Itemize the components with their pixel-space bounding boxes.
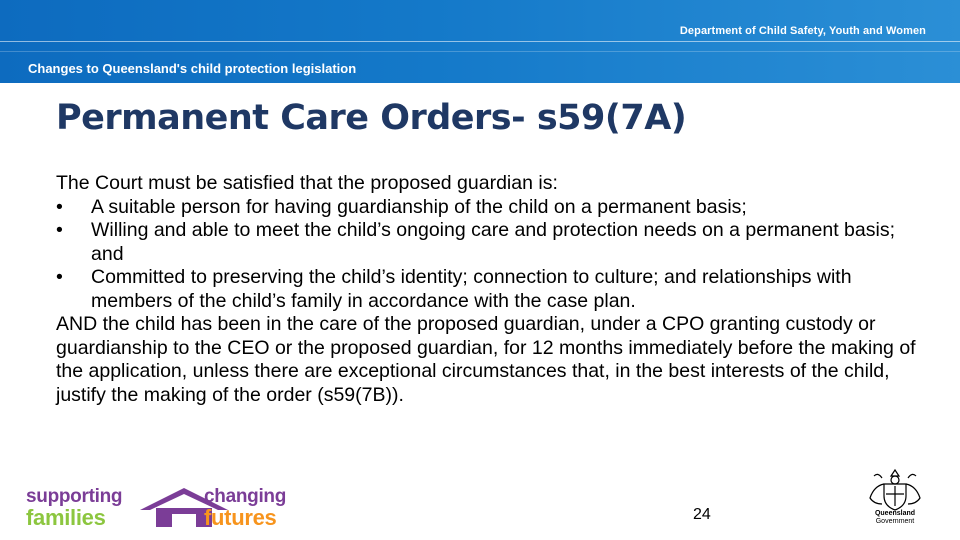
logo-word-changing: changing xyxy=(204,486,287,507)
logo-word-families: families xyxy=(26,505,106,530)
supporting-families-logo xyxy=(26,486,306,528)
logo-word-futures: futures xyxy=(204,505,277,530)
logo-word-supporting: supporting xyxy=(26,486,123,507)
bullet-item xyxy=(56,266,926,313)
bullet-marker: • xyxy=(56,195,63,218)
bullet-text: Committed to preserving the child’s identity; connection to culture; and relationships with members of the child’s family in accordance with the case plan. xyxy=(91,266,852,312)
header-divider xyxy=(0,41,960,42)
slide-body xyxy=(56,172,926,407)
page-number: 24 xyxy=(693,506,711,523)
bullet-marker: • xyxy=(56,219,63,241)
slide-title: Permanent Care Orders- s59(7A) xyxy=(56,98,687,138)
bullet-marker: • xyxy=(56,266,63,288)
header-banner xyxy=(0,0,960,83)
bullet-item xyxy=(56,219,926,266)
intro-text: The Court must be satisfied that the proposed guardian is: xyxy=(56,172,558,194)
side-code-mark xyxy=(2,500,10,526)
bullet-text: A suitable person for having guardianship of the child on a permanent basis; xyxy=(91,195,747,218)
closing-text: AND the child has been in the care of the proposed guardian, under a CPO granting custody or guardianship to the CEO or the proposed guardian, for 12 months immediately before the making of the application, unless there are exceptional circumstances that, in the best interests of the child, justify the making of the order (s59(7B)). xyxy=(56,313,916,406)
bullet-item xyxy=(56,196,926,220)
bullet-text: Willing and able to meet the child’s ongoing care and protection needs on a permanent basis; and xyxy=(91,219,895,265)
header-divider xyxy=(0,51,960,52)
crest-caption xyxy=(862,510,928,526)
crest-line-2: Government xyxy=(875,518,915,525)
department-name: Department of Child Safety, Youth and Women xyxy=(679,25,926,37)
crest-line-1: Queensland xyxy=(874,510,916,517)
banner-subtitle: Changes to Queensland's child protection legislation xyxy=(28,61,357,76)
